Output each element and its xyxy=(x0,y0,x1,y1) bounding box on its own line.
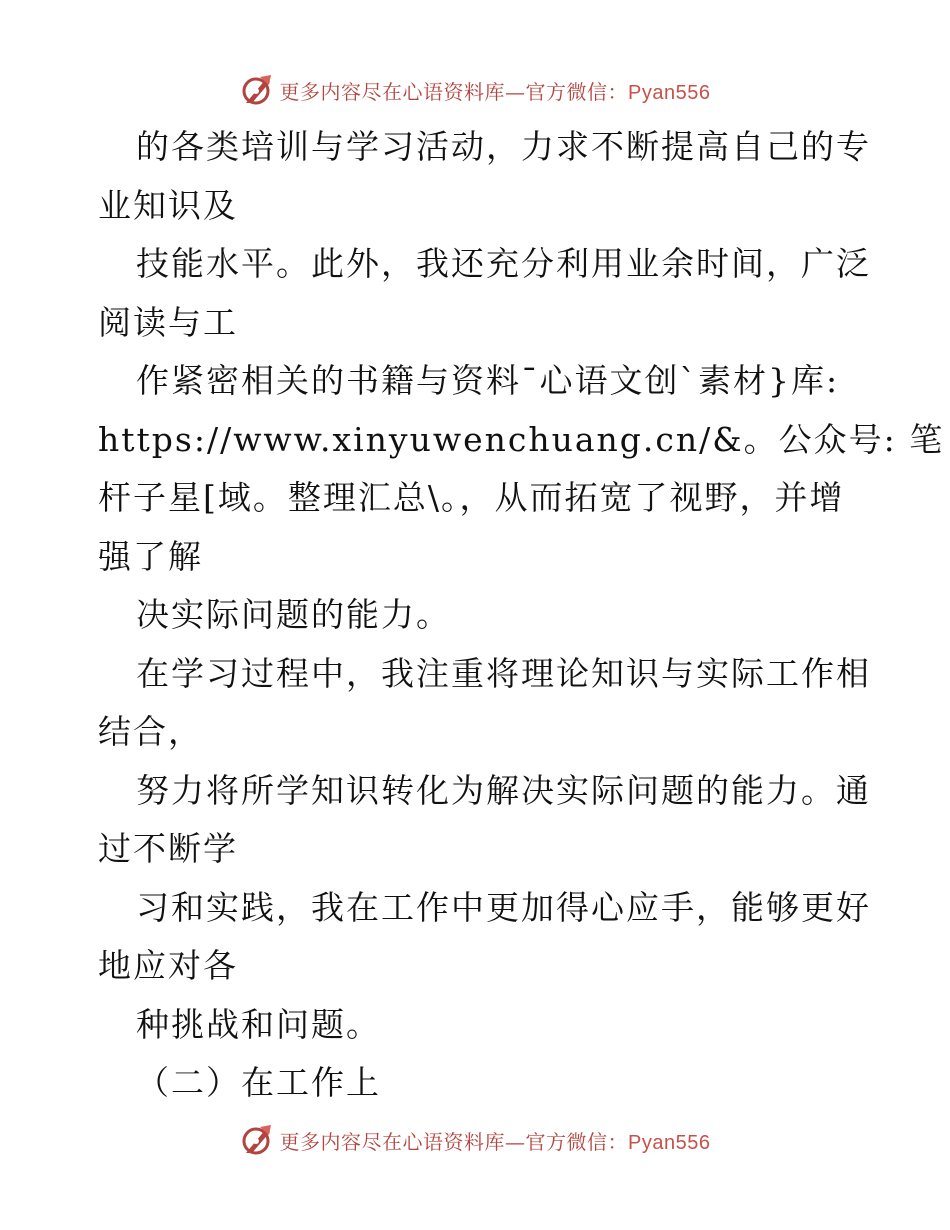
banner-slogan: 更多内容尽在心语资料库—官方微信： xyxy=(279,1129,629,1154)
body-line: 在学习过程中，我注重将理论知识与实际工作相 xyxy=(136,653,871,693)
footer-banner xyxy=(0,1120,950,1160)
banner-text xyxy=(280,76,711,105)
body-line: 决实际问题的能力。 xyxy=(136,595,451,634)
body-line: 地应对各 xyxy=(98,946,238,985)
body-line: 作紧密相关的书籍与资料¯心语文创`素材}库: xyxy=(136,361,840,400)
body-line: https://www.xinyuwenchuang.cn/&。公众号: 笔 xyxy=(98,419,945,459)
banner-slogan: 更多内容尽在心语资料库—官方微信： xyxy=(279,79,629,104)
quill-pen-logo-icon xyxy=(240,73,274,107)
header-banner xyxy=(0,70,950,110)
body-line: 过不断学 xyxy=(98,829,238,868)
body-line: 杆子星[域。整理汇总\。，从而拓宽了视野，并增 xyxy=(98,478,845,517)
body-line: 的各类培训与学习活动，力求不断提高自己的专 xyxy=(136,127,871,166)
body-line: 强了解 xyxy=(98,536,203,576)
banner-wechat-id: Pyan556 xyxy=(628,81,711,104)
body-line: 种挑战和问题。 xyxy=(136,1004,381,1044)
banner-text xyxy=(280,1126,711,1155)
body-line: 努力将所学知识转化为解决实际问题的能力。通 xyxy=(136,770,871,810)
body-line: 技能水平。此外，我还充分利用业余时间，广泛 xyxy=(136,244,871,283)
body-line: 阅读与工 xyxy=(98,302,238,342)
banner-wechat-id: Pyan556 xyxy=(628,1131,711,1154)
section-heading: （二）在工作上 xyxy=(136,1063,381,1102)
body-line: 业知识及 xyxy=(98,185,238,225)
quill-pen-logo-icon xyxy=(240,1123,274,1157)
document-body xyxy=(98,118,945,1113)
body-line: 习和实践，我在工作中更加得心应手，能够更好 xyxy=(136,887,871,927)
body-line: 结合， xyxy=(98,712,203,751)
